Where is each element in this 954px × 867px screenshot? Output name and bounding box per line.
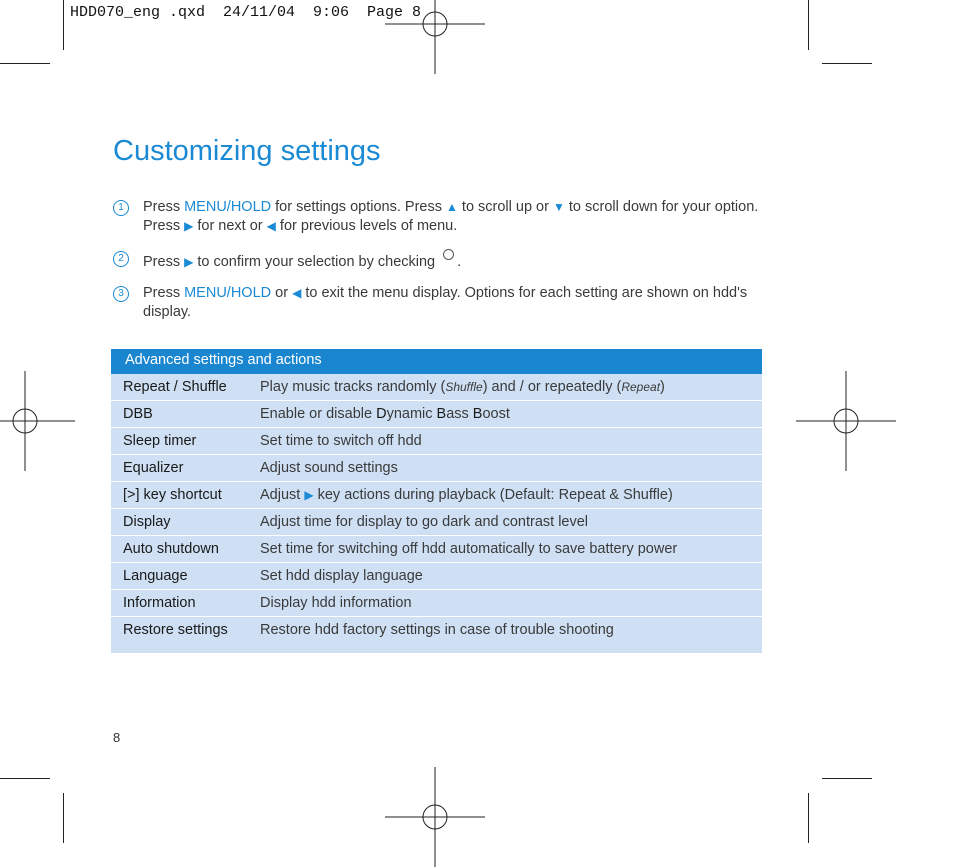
setting-description: Set time for switching off hdd automatically to save battery power — [260, 541, 678, 557]
table-row — [111, 482, 762, 509]
page-title: Customizing settings — [113, 135, 381, 167]
step-2 — [113, 249, 763, 272]
table-row — [111, 401, 762, 428]
crop-mark — [808, 793, 809, 843]
right-arrow-icon: ▶ — [184, 219, 194, 233]
registration-mark-icon — [385, 767, 485, 867]
table-row — [111, 617, 762, 653]
crop-mark — [63, 793, 64, 843]
setting-description: Set time to switch off hdd — [260, 433, 422, 449]
table-row — [111, 374, 762, 401]
setting-name: Sleep timer — [123, 433, 197, 449]
crop-mark — [822, 63, 872, 64]
setting-description: Set hdd display language — [260, 568, 423, 584]
registration-mark-icon — [0, 371, 75, 471]
left-arrow-icon: ◀ — [292, 286, 302, 300]
crop-mark — [0, 63, 50, 64]
settings-table — [111, 349, 762, 653]
step-number: 3 — [113, 286, 129, 302]
step-number: 1 — [113, 200, 129, 216]
setting-name: DBB — [123, 406, 153, 422]
setting-name: Display — [123, 514, 171, 530]
setting-name: Information — [123, 595, 196, 611]
check-circle-icon — [443, 249, 454, 260]
step-3 — [113, 284, 763, 322]
step-1 — [113, 198, 763, 236]
crop-mark — [63, 0, 64, 50]
table-row — [111, 590, 762, 617]
table-row — [111, 563, 762, 590]
step-number: 2 — [113, 251, 129, 267]
registration-mark-icon — [796, 371, 896, 471]
table-row — [111, 428, 762, 455]
left-arrow-icon: ◀ — [266, 219, 276, 233]
table-row — [111, 455, 762, 482]
registration-mark-icon — [385, 0, 485, 74]
table-row — [111, 536, 762, 563]
setting-name: Auto shutdown — [123, 541, 219, 557]
step-text: Press MENU/HOLD for settings options. Press ▲ to scroll up or ▼ to scroll down for your option. Press ▶ for next or ◀ for previous levels of menu. — [143, 199, 759, 234]
table-header: Advanced settings and actions — [111, 349, 762, 374]
setting-name: Repeat / Shuffle — [123, 379, 227, 395]
crop-mark — [0, 778, 50, 779]
crop-mark — [822, 778, 872, 779]
setting-description: Adjust ▶ key actions during playback (Default: Repeat & Shuffle) — [260, 487, 673, 503]
setting-description: Display hdd information — [260, 595, 412, 611]
step-text: Press MENU/HOLD or ◀ to exit the menu display. Options for each setting are shown on hdd's display. — [143, 285, 748, 320]
setting-description: Enable or disable Dynamic Bass Boost — [260, 406, 510, 422]
setting-description: Adjust time for display to go dark and contrast level — [260, 514, 589, 530]
setting-description: Adjust sound settings — [260, 460, 398, 476]
setting-name: Language — [123, 568, 188, 584]
down-arrow-icon: ▼ — [552, 200, 565, 214]
step-text: Press ▶ to confirm your selection by checking . — [143, 249, 763, 272]
up-arrow-icon: ▲ — [446, 200, 458, 214]
setting-description: Play music tracks randomly (Shuffle) and / or repeatedly (Repeat) — [260, 379, 665, 395]
right-arrow-icon: ▶ — [184, 255, 194, 269]
file-slug: HDD070_eng .qxd 24/11/04 9:06 Page 8 — [70, 4, 422, 21]
menu-hold-key: MENU/HOLD — [184, 199, 272, 215]
menu-hold-key: MENU/HOLD — [184, 285, 272, 301]
setting-name: Equalizer — [123, 460, 184, 476]
setting-name: Restore settings — [123, 622, 228, 638]
crop-mark — [808, 0, 809, 50]
table-row — [111, 509, 762, 536]
page-number: 8 — [113, 730, 121, 745]
setting-description: Restore hdd factory settings in case of trouble shooting — [260, 622, 614, 638]
setting-name: [>] key shortcut — [123, 487, 222, 503]
right-arrow-icon: ▶ — [304, 488, 314, 502]
